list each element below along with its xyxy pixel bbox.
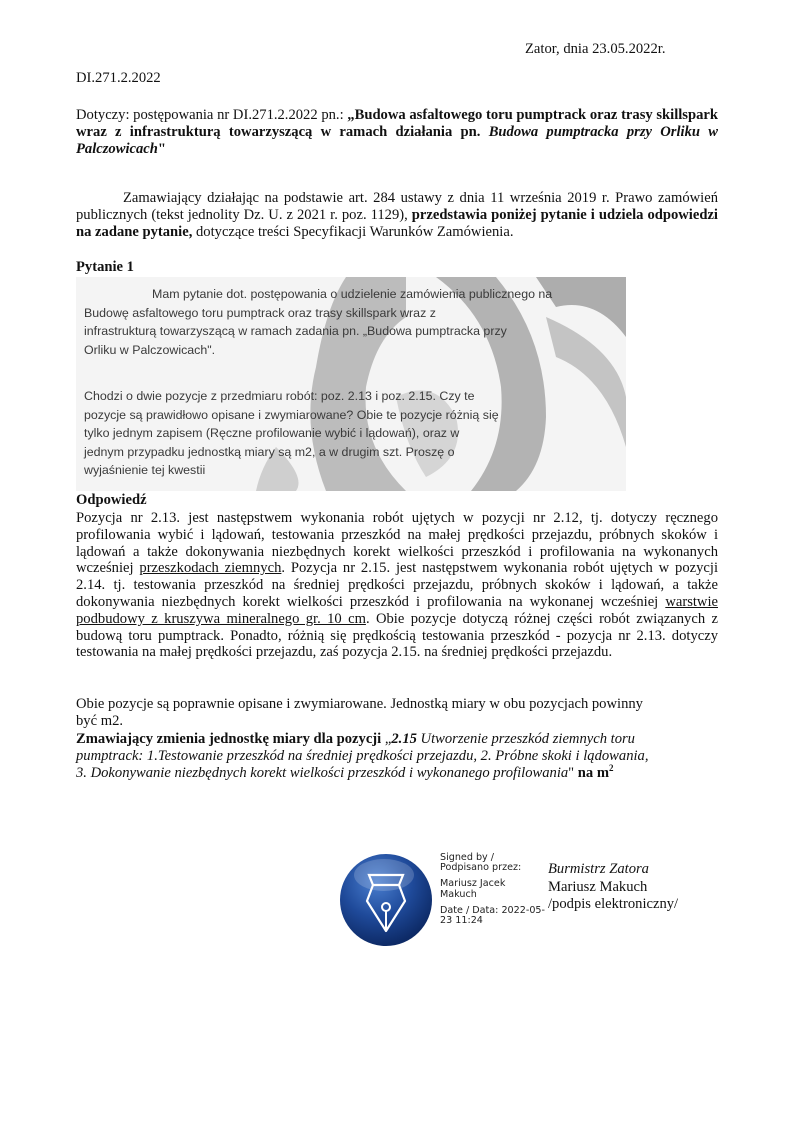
- change-italic-line: 3. Dokonywanie niezbędnych korekt wielkości przeszkód i wykonanego profilowania: [76, 764, 569, 781]
- answer-paragraph: [76, 510, 718, 661]
- answer-text-1: Pozycja nr 2.13. jest następstwem wykonania robót ujętych w pozycji nr 2.12, tj. dotyczy ręcznego profilowania wybić i lądowań, testowania przeszkód na małej prędkości przejazdu, próbnych skoków i lądowań a także dokonywania niezbędnych korekt wielkości przeszkód i profilowania na wykonanych wcześniej: [76, 510, 718, 577]
- unit-superscript: 2: [609, 762, 614, 773]
- question-line: infrastrukturą towarzyszącą w ramach zadania pn. „Budowa pumptracka przy: [84, 324, 507, 338]
- subject-title: „Budowa asfaltowego toru pumptrack oraz trasy skillspark wraz z infrastrukturą towarzyszącą w ramach działania pn.: [76, 107, 718, 140]
- question-paragraph-1: [84, 285, 624, 359]
- subject-suffix: ": [157, 140, 166, 157]
- question-heading: Pytanie 1: [76, 259, 134, 275]
- answer-heading: Odpowiedź: [76, 492, 147, 508]
- intro-bold: przedstawia poniżej pytanie i udziela odpowiedzi na zadane pytanie,: [76, 206, 718, 240]
- place-date: Zator, dnia 23.05.2022r.: [525, 41, 666, 57]
- signed-by-label: Signed by / Podpisano przez:: [440, 852, 522, 874]
- change-italic-line: Utworzenie przeszkód ziemnych toru: [416, 731, 635, 747]
- unit-change-statement: [76, 731, 736, 781]
- answer-text-2: . Pozycja nr 2.15. jest następstwem wykonania robót ujętych w pozycji 2.14. tj. testowania przeszkód na średniej prędkości przejazdu, próbnych skoków i lądowań, a także dokonywania niezbędnych korekt wielkości przeszkód i profilowania na wykonanej wcześniej: [76, 560, 718, 610]
- question-line: Orliku w Palczowicach".: [84, 342, 216, 357]
- fountain-pen-nib-icon: [339, 853, 433, 947]
- question-line: Budowę asfaltowego toru pumptrack oraz trasy skillspark wraz z: [84, 305, 436, 320]
- signer-name: Mariusz Jacek Makuch: [440, 878, 506, 900]
- signature-metadata: [440, 853, 545, 932]
- question-scan-image: [76, 277, 626, 491]
- quote-close: ": [568, 764, 578, 781]
- answer-conclusion-line: Obie pozycje są poprawnie opisane i zwymiarowane. Jednostką miary w obu pozycjach powinny: [76, 696, 643, 712]
- position-number-suffix: 15: [402, 731, 417, 747]
- question-line: jednym przypadku jednostką miary są m2, a w drugim szt. Proszę o: [84, 444, 455, 459]
- signatory-title: Burmistrz Zatora: [548, 861, 649, 877]
- position-number: 2.: [391, 731, 403, 747]
- question-line: wyjaśnienie tej kwestii: [84, 463, 206, 477]
- change-italic-line: pumptrack: 1.Testowanie przeszkód na średniej prędkości przejazdu, 2. Próbne skoki i lądowania,: [76, 747, 649, 764]
- intro-tail: dotyczące treści Specyfikacji Warunków Zamówienia.: [192, 223, 514, 240]
- question-line: Chodzi o dwie pozycje z przedmiaru robót: poz. 2.13 i poz. 2.15. Czy te: [84, 389, 475, 403]
- intro-text: Zamawiający działając na podstawie art. 284 ustawy z dnia 11 września 2019 r. Prawo zamówień publicznych (tekst jednolity Dz. U. z 2021 r. poz. 1129),: [76, 190, 718, 223]
- question-line: tylko jednym zapisem (Ręczne profilowanie wybić i lądowań), oraz w: [84, 426, 460, 440]
- answer-text-3: . Obie pozycje dotyczą różnej części robót związanych z budową toru pumptrack. Ponadto, różnią się prędkością testowania przeszkód - pozycja nr 2.13. dotyczy testowania na małej prędkości przejazdu, zaś pozycja 2.15. na średniej prędkości przejazdu.: [76, 610, 718, 661]
- change-lead: Zmawiający zmienia jednostkę miary dla pozycji: [76, 731, 385, 747]
- intro-paragraph: [76, 190, 718, 240]
- subject-paragraph: [76, 107, 718, 157]
- signature-block: [548, 861, 678, 914]
- subject-task-name: Budowa pumptracka przy Orliku w Palczowicach: [76, 123, 718, 157]
- answer-underlined-2: warstwie podbudowy z kruszywa mineralnego gr. 10 cm: [76, 593, 718, 627]
- quote-open: „: [384, 731, 392, 747]
- answer-conclusion-line: być m2.: [76, 712, 124, 729]
- question-line: Mam pytanie dot. postępowania o udzielenie zamówienia publicznego na: [152, 287, 553, 301]
- subject-prefix: Dotyczy: postępowania nr DI.271.2.2022 pn.:: [76, 107, 348, 123]
- signatory-name: Mariusz Makuch: [548, 878, 648, 895]
- reference-number: DI.271.2.2022: [76, 70, 161, 86]
- unit-label: na m: [577, 764, 609, 781]
- question-paragraph-2: [84, 387, 624, 480]
- answer-underlined-1: przeszkodach ziemnych: [139, 560, 282, 577]
- answer-conclusion: [76, 696, 718, 730]
- question-line: pozycje są prawidłowo opisane i zwymiarowane? Obie te pozycje różnią się: [84, 407, 499, 422]
- signature-note: /podpis elektroniczny/: [548, 896, 679, 912]
- signature-date: Date / Data: 2022-05-23 11:24: [440, 904, 545, 927]
